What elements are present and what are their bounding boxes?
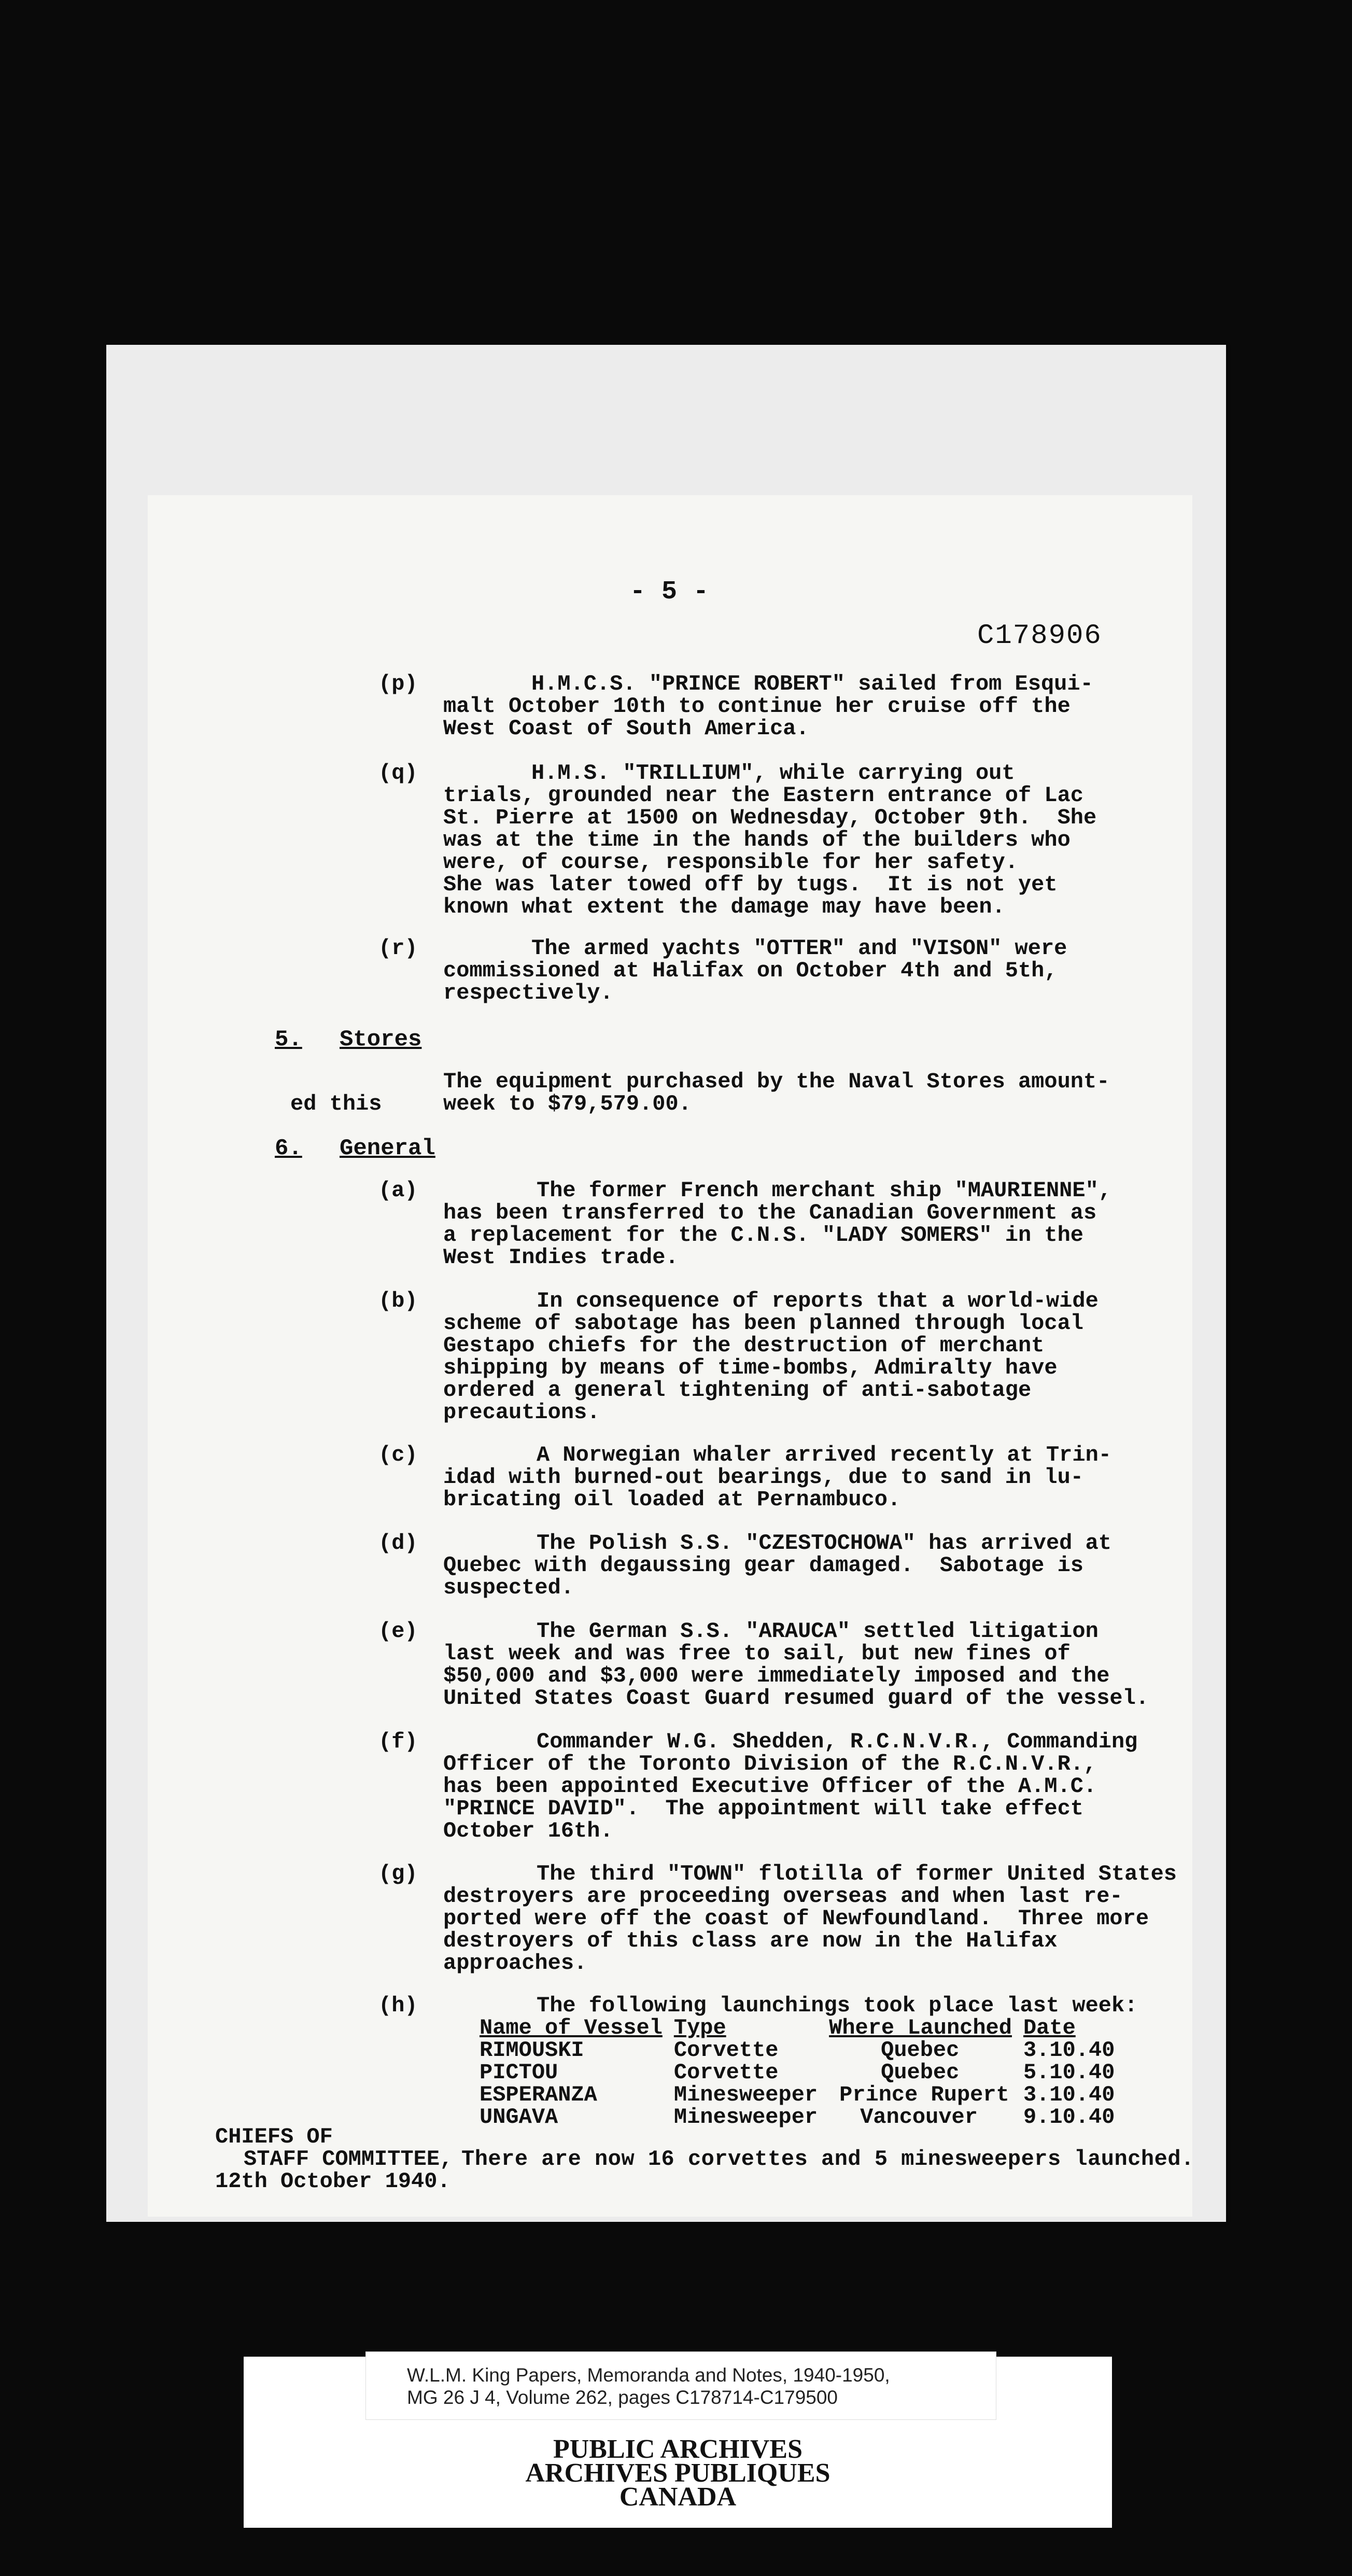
table-row [480, 2062, 1126, 2084]
launchings-table [480, 2017, 1126, 2129]
item-label-h: (h) [378, 1993, 418, 2018]
column-header: Date [1023, 2015, 1076, 2040]
page-number: - 5 - [630, 577, 709, 607]
item-label-p: (p) [378, 671, 418, 696]
item-c-text: A Norwegian whaler arrived recently at Trin- idad with burned-out bearings, due to sand in lu- bricating oil loaded at Pernambuco. [443, 1443, 1111, 1512]
section-6-number: 6. [275, 1136, 302, 1161]
table-cell: ESPERANZA [480, 2082, 597, 2107]
archive-reference-line-2: MG 26 J 4, Volume 262, pages C178714-C179500 [407, 2387, 838, 2408]
item-label-g: (g) [378, 1861, 418, 1886]
item-label-d: (d) [378, 1531, 418, 1556]
item-label-e: (e) [378, 1619, 418, 1644]
signature-line-2: STAFF COMMITTEE, [244, 2147, 453, 2172]
archive-reference-line-1: W.L.M. King Papers, Memoranda and Notes, 1940-1950, [407, 2364, 890, 2386]
item-label-c: (c) [378, 1443, 418, 1467]
signature-date: 12th October 1940. [215, 2169, 450, 2194]
item-label-f: (f) [378, 1729, 418, 1754]
table-cell: 5.10.40 [1023, 2060, 1115, 2085]
archive-name-country: CANADA [619, 2482, 737, 2512]
item-label-b: (b) [378, 1289, 418, 1313]
item-g-text: The third "TOWN" flotilla of former United States destroyers are proceeding overseas and when last re- ported were off the coast of Newfoundland. Three more destroyers of this class are now in the Halifax approaches. [443, 1861, 1177, 1976]
table-cell: Quebec [881, 2060, 960, 2085]
column-header: Type [673, 2015, 726, 2040]
table-cell: 9.10.40 [1023, 2105, 1115, 2130]
table-cell: Minesweeper [673, 2105, 818, 2130]
item-e-text: The German S.S. "ARAUCA" settled litigation last week and was free to sail, but new fines of $50,000 and $3,000 were immediately imposed and the United States Coast Guard resumed guard of the vessel. [443, 1619, 1149, 1711]
archive-name-en: PUBLIC ARCHIVES [553, 2434, 803, 2464]
table-cell: Quebec [881, 2038, 960, 2063]
item-b-text: In consequence of reports that a world-wide scheme of sabotage has been planned through local Gestapo chiefs for the destruction of merchant shipping by means of time-bombs, Admiralty have ordered a general tightening of anti-sabotage precautions. [443, 1289, 1098, 1425]
table-cell: 3.10.40 [1023, 2038, 1115, 2063]
table-cell: Vancouver [860, 2105, 978, 2130]
document-reference: C178906 [977, 620, 1102, 652]
item-d-text: The Polish S.S. "CZESTOCHOWA" has arrived at Quebec with degaussing gear damaged. Sabotage is suspected. [443, 1531, 1111, 1600]
section-5-text-lead: ed this [290, 1091, 382, 1116]
table-row [480, 2106, 1126, 2129]
signature-line-1: CHIEFS OF [215, 2124, 333, 2149]
table-header-row [480, 2017, 1126, 2039]
table-row [480, 2084, 1126, 2106]
item-label-r: (r) [378, 936, 418, 961]
item-h-text: The following launchings took place last week: [537, 1993, 1138, 2018]
section-5-text: The equipment purchased by the Naval Stores amount- week to $79,579.00. [443, 1069, 1110, 1116]
table-cell: Corvette [673, 2038, 779, 2063]
item-q-text: H.M.S. "TRILLIUM", while carrying out trials, grounded near the Eastern entrance of Lac St. Pierre at 1500 on Wednesday, October 9th. She was at the time in the hands of the builders who were, of course, responsible for her safety. She was later towed off by tugs. It is not yet known what extent the damage may have been. [443, 761, 1097, 919]
item-label-a: (a) [378, 1178, 418, 1203]
launchings-summary: There are now 16 corvettes and 5 minesweepers launched. [461, 2147, 1194, 2172]
section-5-number: 5. [275, 1027, 302, 1053]
table-cell: Minesweeper [673, 2082, 818, 2107]
table-cell: Corvette [673, 2060, 779, 2085]
table-row [480, 2039, 1126, 2062]
item-r-text: The armed yachts "OTTER" and "VISON" were commissioned at Halifax on October 4th and 5th, respectively. [443, 936, 1067, 1005]
section-5-heading: Stores [340, 1027, 422, 1053]
archive-name-fr: ARCHIVES PUBLIQUES [525, 2458, 830, 2488]
section-6-heading: General [340, 1136, 435, 1161]
table-cell: UNGAVA [480, 2105, 558, 2130]
table-cell: 3.10.40 [1023, 2082, 1115, 2107]
item-p-text: H.M.C.S. "PRINCE ROBERT" sailed from Esqui- malt October 10th to continue her cruise off the West Coast of South America. [443, 671, 1093, 741]
table-cell: Prince Rupert [839, 2082, 1009, 2107]
table-cell: PICTOU [480, 2060, 558, 2085]
item-f-text: Commander W.G. Shedden, R.C.N.V.R., Commanding Officer of the Toronto Division of the R.C.N.V.R., has been appointed Executive Officer of the A.M.C. "PRINCE DAVID". The appointment will take effect October 16th. [443, 1729, 1138, 1843]
table-cell: RIMOUSKI [480, 2038, 584, 2063]
item-label-q: (q) [378, 761, 418, 786]
column-header: Where Launched [829, 2015, 1012, 2040]
item-a-text: The former French merchant ship "MAURIENNE", has been transferred to the Canadian Government as a replacement for the C.N.S. "LADY SOMERS" in the West Indies trade. [443, 1178, 1111, 1270]
column-header: Name of Vessel [480, 2015, 663, 2040]
